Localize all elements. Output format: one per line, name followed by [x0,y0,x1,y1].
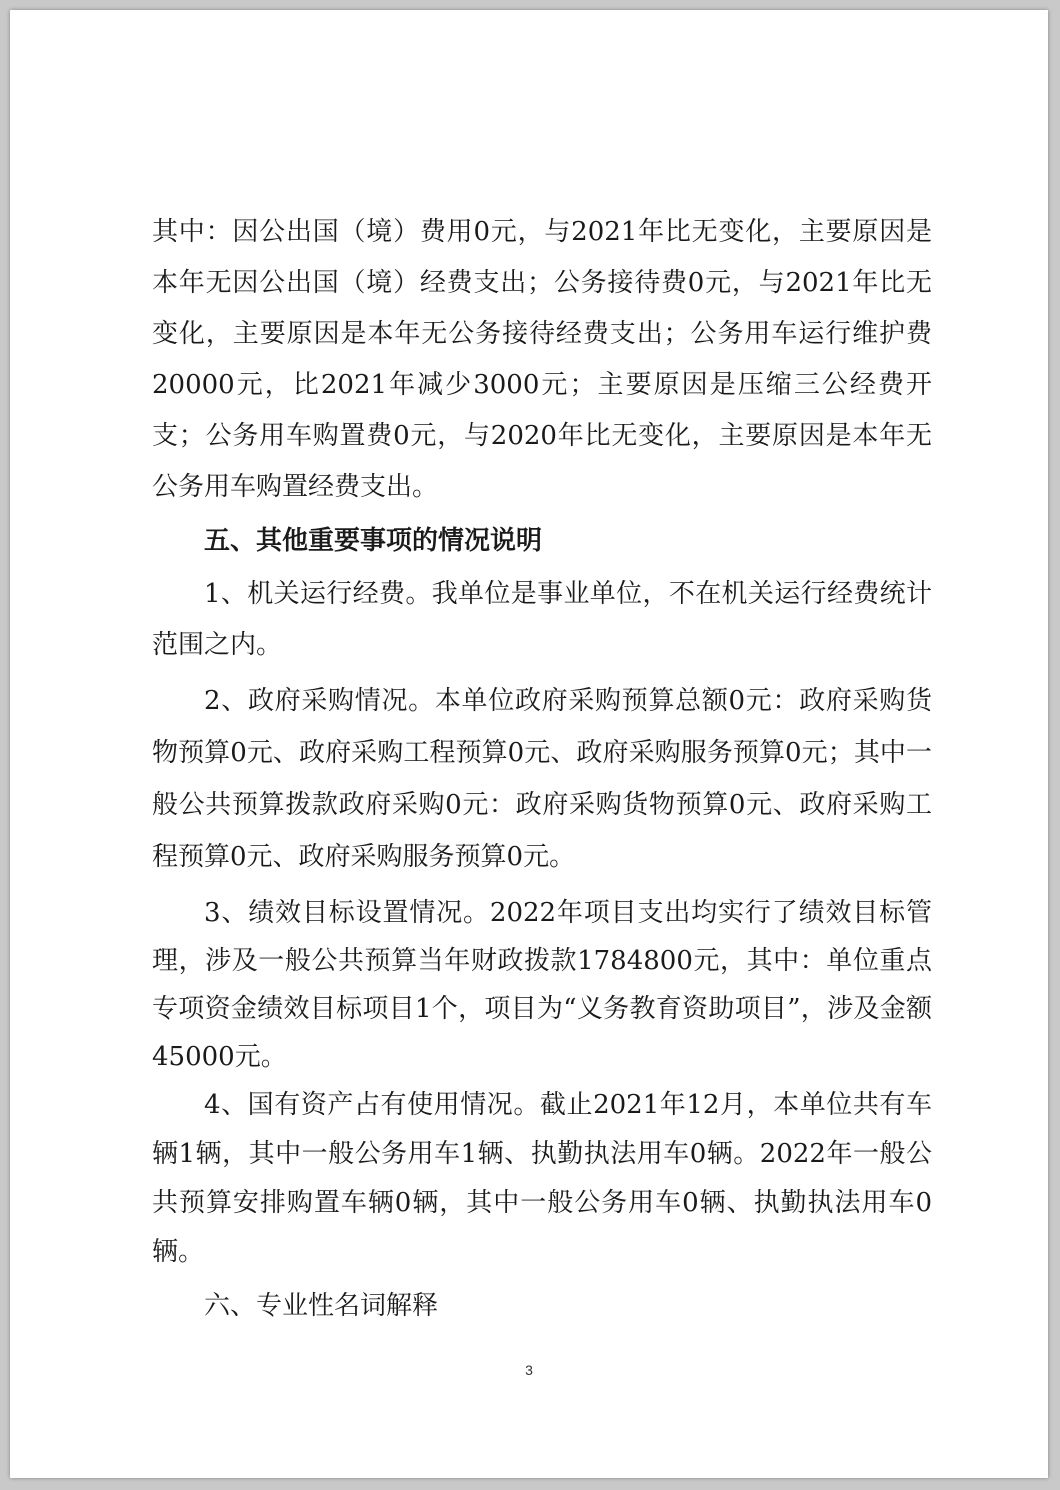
paragraph-performance-targets: 3、绩效目标设置情况。2022年项目支出均实行了绩效目标管理，涉及一般公共预算当年财政拨款1784800元，其中：单位重点专项资金绩效目标项目1个，项目为“义务教育资助项目”，涉及金额45000元。 [152,898,932,1072]
paragraph-government-procurement: 2、政府采购情况。本单位政府采购预算总额0元：政府采购货物预算0元、政府采购工程预算0元、政府采购服务预算0元；其中一般公共预算拨款政府采购0元：政府采购货物预算0元、政府采购工程预算0元、政府采购服务预算0元。 [152,686,932,872]
section-heading-terminology: 六、专业性名词解释 [204,1291,439,1321]
paragraph-three-public-expenses: 其中：因公出国（境）费用0元，与2021年比无变化，主要原因是本年无因公出国（境）经费支出；公务接待费0元，与2021年比无变化，主要原因是本年无公务接待经费支出；公务用车运行维护费20000元，比2021年减少3000元；主要原因是压缩三公经费开支；公务用车购置费0元，与2020年比无变化，主要原因是本年无公务用车购置经费支出。 [152,217,932,502]
paragraph-operating-expenses: 1、机关运行经费。我单位是事业单位，不在机关运行经费统计范围之内。 [152,579,932,660]
document-body [152,207,932,1332]
section-heading-other-matters: 五、其他重要事项的情况说明 [204,526,543,556]
page-number: 3 [525,1362,533,1378]
paragraph-state-assets: 4、国有资产占有使用情况。截止2021年12月，本单位共有车辆1辆，其中一般公务用车1辆、执勤执法用车0辆。2022年一般公共预算安排购置车辆0辆，其中一般公务用车0辆、执勤执法用车0辆。 [152,1090,932,1267]
document-page [10,10,1048,1478]
